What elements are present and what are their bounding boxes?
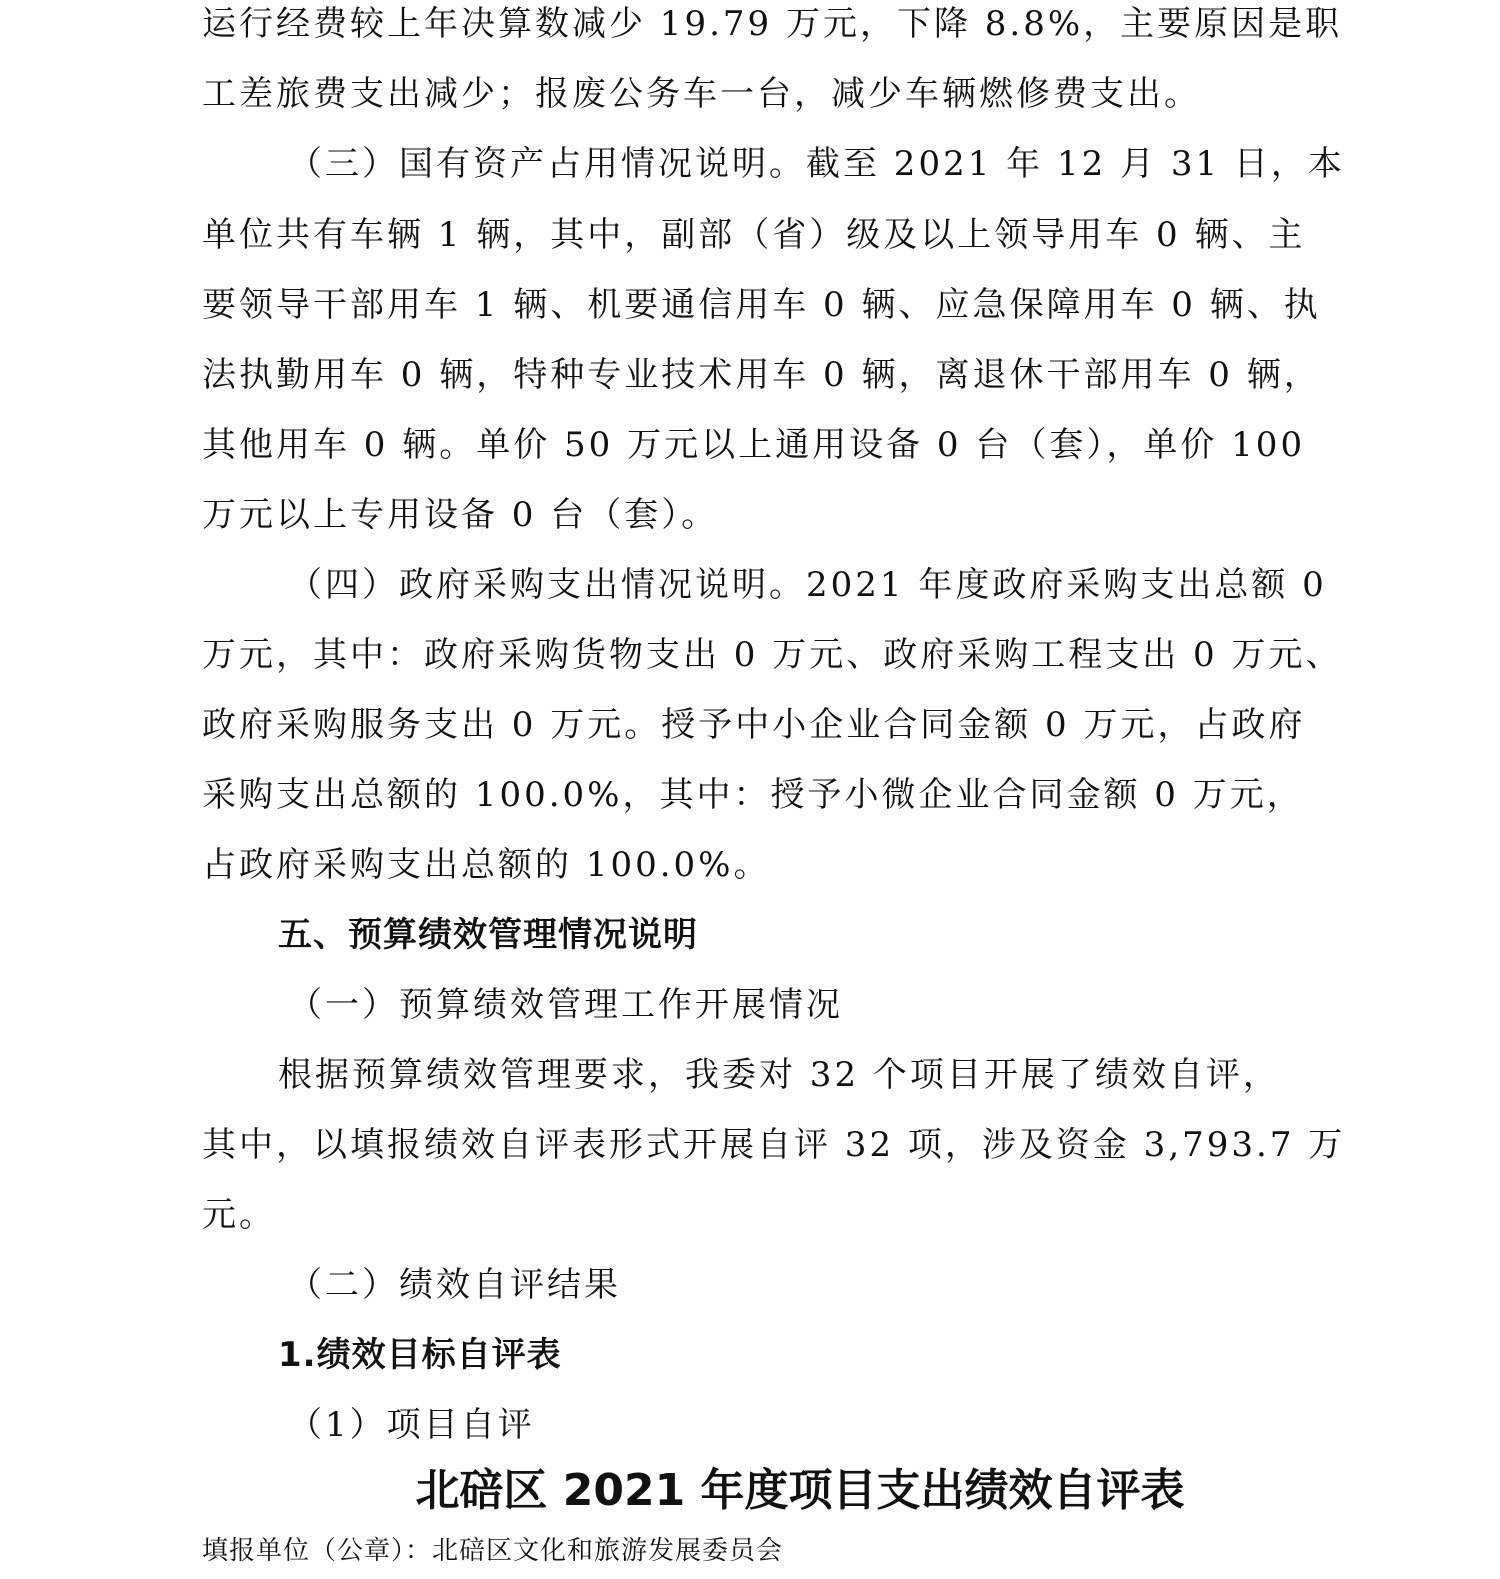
body-text-line: 采购支出总额的 100.0%，其中：授予小微企业合同金额 0 万元， (202, 775, 1304, 815)
body-text-line: 要领导干部用车 1 辆、机要通信用车 0 辆、应急保障用车 0 辆、执 (202, 285, 1321, 325)
item-subheading: （1）项目自评 (288, 1405, 535, 1445)
body-text-line: 工差旅费支出减少；报废公务车一台，减少车辆燃修费支出。 (202, 74, 1201, 114)
body-text-line: 万元以上专用设备 0 台（套）。 (202, 495, 719, 535)
filler-unit: 填报单位（公章）：北碚区文化和旅游发展委员会 (202, 1536, 784, 1566)
item-heading: 1.绩效目标自评表 (278, 1335, 562, 1375)
body-text-line: 根据预算绩效管理要求，我委对 32 个项目开展了绩效自评， (278, 1055, 1280, 1095)
body-text-line: 单位共有车辆 1 辆，其中，副部（省）级及以上领导用车 0 辆、主 (202, 215, 1306, 255)
section-heading-assets: （三）国有资产占用情况说明。截至 2021 年 12 月 31 日，本 (288, 144, 1345, 184)
table-title: 北碚区 2021 年度项目支出绩效自评表 (415, 1465, 1185, 1516)
subsection-heading: （二）绩效自评结果 (288, 1265, 621, 1305)
body-text-line: 占政府采购支出总额的 100.0%。 (202, 845, 771, 885)
body-text-line: 万元，其中：政府采购货物支出 0 万元、政府采购工程支出 0 万元、 (202, 635, 1343, 675)
section-heading-procurement: （四）政府采购支出情况说明。2021 年度政府采购支出总额 0 (288, 565, 1327, 605)
subsection-heading: （一）预算绩效管理工作开展情况 (288, 985, 843, 1025)
body-text-line: 其他用车 0 辆。单价 50 万元以上通用设备 0 台（套），单价 100 (202, 425, 1306, 465)
chapter-heading-performance: 五、预算绩效管理情况说明 (278, 915, 698, 955)
body-text-line: 元。 (202, 1195, 276, 1235)
body-text-line: 其中，以填报绩效自评表形式开展自评 32 项，涉及资金 3,793.7 万 (202, 1125, 1346, 1165)
body-text-line: 政府采购服务支出 0 万元。授予中小企业合同金额 0 万元，占政府 (202, 705, 1306, 745)
body-text-line: 运行经费较上年决算数减少 19.79 万元，下降 8.8%，主要原因是职 (202, 4, 1343, 44)
body-text-line: 法执勤用车 0 辆，特种专业技术用车 0 辆，离退休干部用车 0 辆， (202, 355, 1321, 395)
